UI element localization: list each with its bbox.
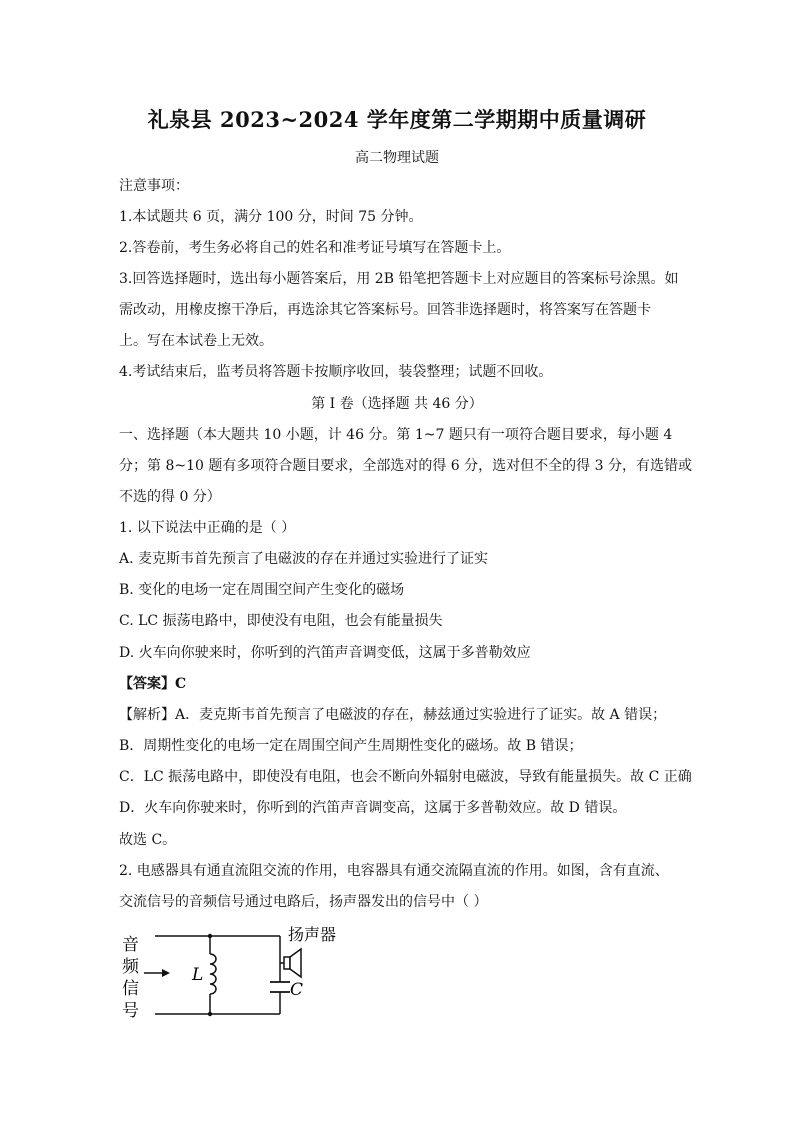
input-label-char: 号 (122, 1001, 139, 1021)
question-1-option-c: C. LC 振荡电路中，即使没有电阻，也会有能量损失 (119, 613, 443, 629)
circuit-wires (155, 936, 280, 1014)
inductor-icon (210, 954, 216, 994)
input-label-char: 信 (122, 979, 139, 999)
notice-heading: 注意事项： (119, 178, 189, 194)
notice-item: 2.答卷前，考生务必将自己的姓名和准考证号填写在答题卡上。 (119, 240, 511, 256)
section-intro: 不选的得 0 分） (119, 489, 221, 505)
question-1-option-d: D. 火车向你驶来时，你听到的汽笛声音调变低，这属于多普勒效应 (119, 645, 531, 661)
question-1-answer: 【答案】C (119, 676, 187, 692)
notice-item: 需改动，用橡皮擦干净后，再选涂其它答案标号。回答非选择题时，将答案写在答题卡 (119, 302, 651, 318)
section-intro: 分；第 8~10 题有多项符合题目要求，全部选对的得 6 分，选对但不全的得 3 分，有选错或 (119, 458, 692, 474)
section-intro: 一、选择题（本大题共 10 小题，计 46 分。第 1~7 题只有一项符合题目要求，每小题 4 (119, 427, 673, 443)
input-label-char: 频 (122, 957, 139, 977)
question-1-option-a: A. 麦克斯韦首先预言了电磁波的存在并通过实验进行了证实 (119, 551, 489, 567)
notice-item: 4.考试结束后，监考员将答题卡按顺序收回，装袋整理；试题不回收。 (119, 364, 553, 380)
notice-item: 上。写在本试卷上无效。 (119, 333, 273, 349)
question-2-stem: 交流信号的音频信号通过电路后，扬声器发出的信号中（ ） (119, 894, 488, 910)
question-1-stem: 1. 以下说法中正确的是（ ） (119, 520, 296, 536)
capacitor-icon (270, 982, 290, 992)
question-1-option-b: B. 变化的电场一定在周围空间产生变化的磁场 (119, 582, 405, 598)
input-arrow-icon (144, 969, 170, 977)
question-1-analysis: 故选 C。 (119, 832, 177, 848)
page-subtitle: 高二物理试题 (355, 150, 439, 166)
capacitor-label: C (290, 980, 304, 1000)
question-1-analysis: B．周期性变化的电场一定在周围空间产生周期性变化的磁场。故 B 错误； (119, 738, 583, 754)
notice-item: 1.本试题共 6 页，满分 100 分，时间 75 分钟。 (119, 209, 423, 225)
section-heading: 第 I 卷（选择题 共 46 分） (311, 396, 483, 412)
junction-dot (208, 1012, 212, 1016)
speaker-label: 扬声器 (288, 925, 337, 944)
page-title: 礼泉县 2023~2024 学年度第二学期期中质量调研 (147, 107, 647, 132)
circuit-diagram (110, 924, 350, 1024)
inductor-label: L (192, 965, 204, 985)
question-1-analysis: 【解析】A．麦克斯韦首先预言了电磁波的存在，赫兹通过实验进行了证实。故 A 错误； (119, 707, 667, 723)
speaker-icon (280, 949, 301, 977)
question-1-analysis: D．火车向你驶来时，你听到的汽笛声音调变高，这属于多普勒效应。故 D 错误。 (119, 800, 627, 816)
question-1-analysis: C．LC 振荡电路中，即使没有电阻，也会不断向外辐射电磁波，导致有能量损失。故 C 正确 (119, 769, 692, 785)
notice-item: 3.回答选择题时，选出每小题答案后，用 2B 铅笔把答题卡上对应题目的答案标号涂黑。如 (119, 271, 679, 287)
question-2-stem: 2. 电感器具有通直流阻交流的作用，电容器具有通交流隔直流的作用。如图，含有直流、 (119, 863, 669, 879)
input-label-char: 音 (122, 935, 139, 955)
junction-dot (208, 934, 212, 938)
